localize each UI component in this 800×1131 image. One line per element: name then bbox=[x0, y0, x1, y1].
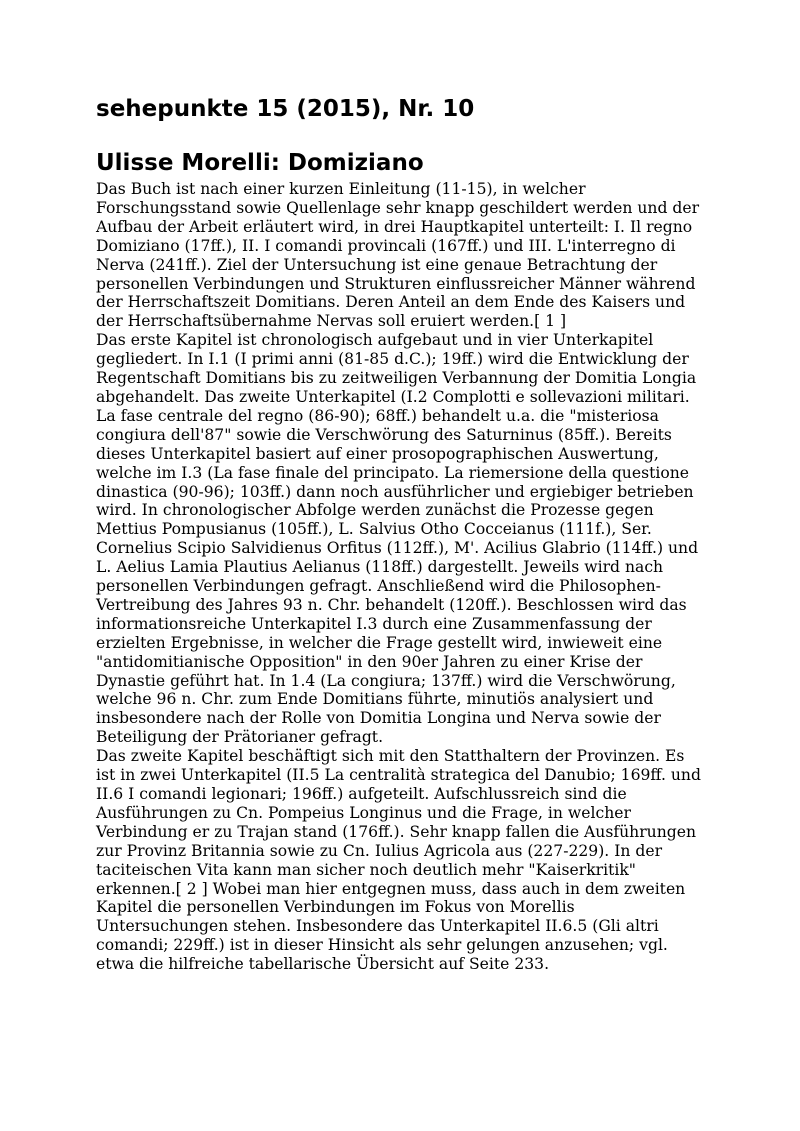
article-body bbox=[96, 180, 706, 974]
article-title: Ulisse Morelli: Domiziano bbox=[96, 150, 424, 176]
paragraph-chapter-two: Das zweite Kapitel beschäftigt sich mit den Statthaltern der Provinzen. Es ist in zwei Unterkapitel (II.5 La centralità strategica del Danubio; 169ff. und II.6 I comandi legionari; 196ff.) aufgeteilt. Aufschlussreich sind die Ausführungen zu Cn. Pompeius Longinus und die Frage, in welcher Verbindung er zu Trajan stand (176ff.). Sehr knapp fallen die Ausführungen zur Provinz Britannia sowie zu Cn. Iulius Agricola aus (227-229). In der taciteischen Vita kann man sicher noch deutlich mehr "Kaiserkritik" erkennen.[ 2 ] Wobei man hier entgegnen muss, dass auch in dem zweiten Kapitel die personellen Verbindungen im Fokus von Morellis Untersuchungen stehen. Insbesondere das Unterkapitel II.6.5 (Gli altri comandi; 229ff.) ist in dieser Hinsicht als sehr gelungen anzusehen; vgl. etwa die hilfreiche tabellarische Übersicht auf Seite 233. bbox=[96, 747, 701, 974]
document-page bbox=[96, 92, 706, 974]
paragraph-chapter-one: Das erste Kapitel ist chronologisch aufgebaut und in vier Unterkapitel gegliedert. In I.1 (I primi anni (81-85 d.C.); 19ff.) wird die Entwicklung der Regentschaft Domitians bis zu zeitweiligen Verbannung der Domitia Longia abgehandelt. Das zweite Unterkapitel (I.2 Complotti e sollevazioni militari. La fase centrale del regno (86-90); 68ff.) behandelt u.a. die "misteriosa congiura dell'87" sowie die Verschwörung des Saturninus (85ff.). Bereits dieses Unterkapitel basiert auf einer prosopographischen Auswertung, welche im I.3 (La fase finale del principato. La riemersione della questione dinastica (90-96); 103ff.) dann noch ausführlicher und ergiebiger betrieben wird. In chronologischer Abfolge werden zunächst die Prozesse gegen Mettius Pompusianus (105ff.), L. Salvius Otho Cocceianus (111f.), Ser. Cornelius Scipio Salvidienus Orfitus (112ff.), M'. Acilius Glabrio (114ff.) und L. Aelius Lamia Plautius Aelianus (118ff.) dargestellt. Jeweils wird nach personellen Verbindungen gefragt. Anschließend wird die Philosophen-Vertreibung des Jahres 93 n. Chr. behandelt (120ff.). Beschlossen wird das informationsreiche Unterkapitel I.3 durch eine Zusammenfassung der erzielten Ergebnisse, in welcher die Frage gestellt wird, inwieweit eine "antidomitianische Opposition" in den 90er Jahren zu einer Krise der Dynastie geführt hat. In 1.4 (La congiura; 137ff.) wird die Verschwörung, welche 96 n. Chr. zum Ende Domitians führte, minutiös analysiert und insbesondere nach der Rolle von Domitia Longina und Nerva sowie der Beteiligung der Prätorianer gefragt. bbox=[96, 331, 699, 747]
journal-title: sehepunkte 15 (2015), Nr. 10 bbox=[96, 96, 475, 122]
paragraph-intro: Das Buch ist nach einer kurzen Einleitung (11-15), in welcher Forschungsstand sowie Quellenlage sehr knapp geschildert werden und der Aufbau der Arbeit erläutert wird, in drei Hauptkapitel unterteilt: I. Il regno Domiziano (17ff.), II. I comandi provincali (167ff.) und III. L'interregno di Nerva (241ff.). Ziel der Untersuchung ist eine genaue Betrachtung der personellen Verbindungen und Strukturen einflussreicher Männer während der Herrschaftszeit Domitians. Deren Anteil an dem Ende des Kaisers und der Herrschaftsübernahme Nervas soll eruiert werden.[ 1 ] bbox=[96, 180, 700, 331]
